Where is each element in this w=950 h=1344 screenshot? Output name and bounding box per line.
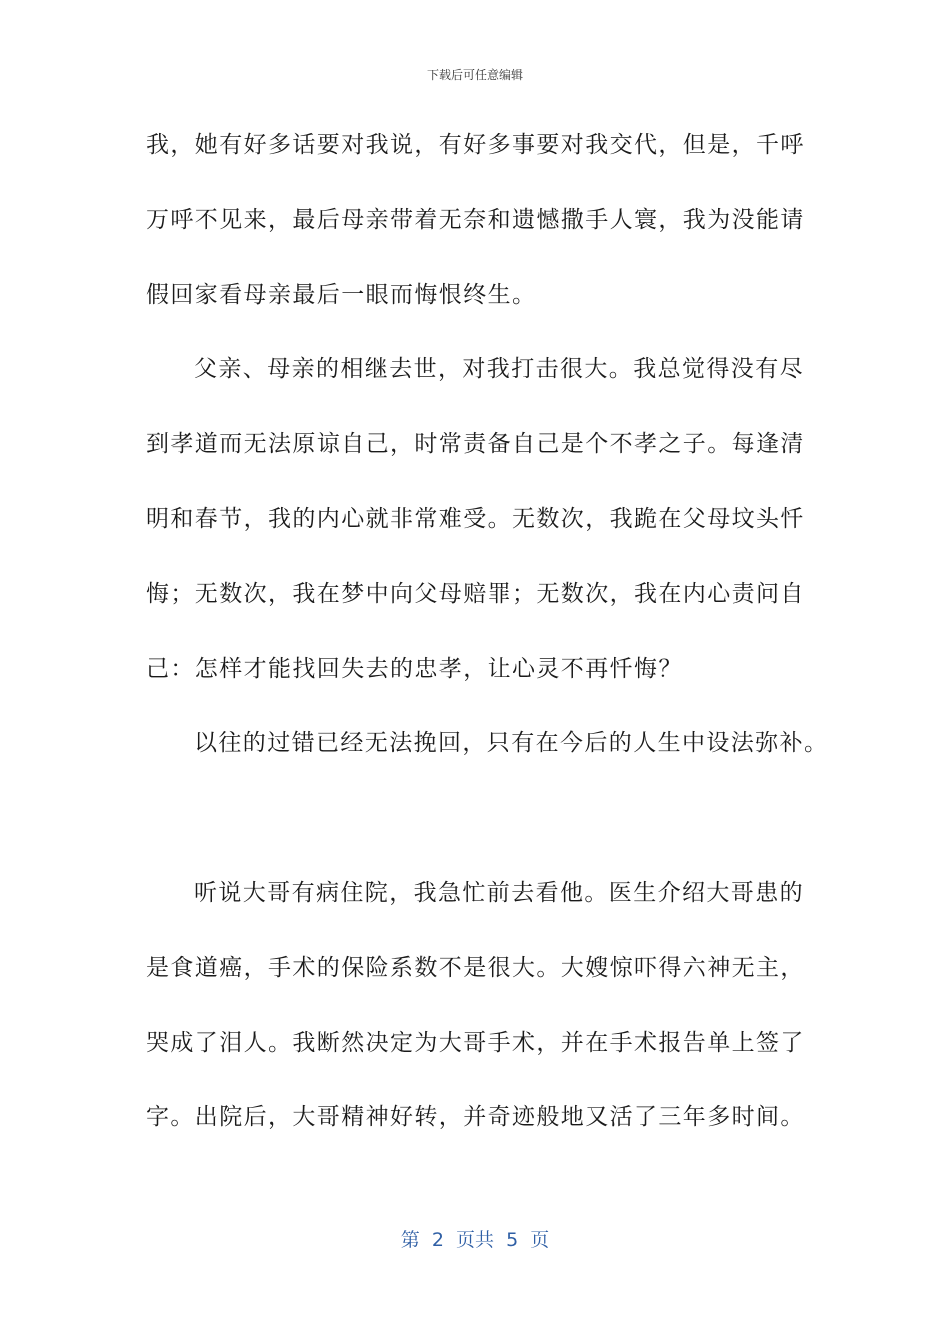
text-line: 明和春节，我的内心就非常难受。无数次，我跪在父母坟头忏 xyxy=(146,505,805,532)
text-line: 到孝道而无法原谅自己，时常责备自己是个不孝之子。每逢清 xyxy=(146,431,805,458)
text-line: 是食道癌，手术的保险系数不是很大。大嫂惊吓得六神无主， xyxy=(146,954,805,981)
text-line: 悔；无数次，我在梦中向父母赔罪；无数次，我在内心责问自 xyxy=(146,580,805,607)
page-header: 下载后可任意编辑 xyxy=(426,68,523,82)
document-body xyxy=(146,120,829,1167)
text-line: 听说大哥有病住院，我急忙前去看他。医生介绍大哥患的 xyxy=(194,879,804,906)
text-line: 假回家看母亲最后一眼而悔恨终生。 xyxy=(146,281,537,308)
text-line: 哭成了泪人。我断然决定为大哥手术，并在手术报告单上签了 xyxy=(146,1029,805,1056)
text-line: 我，她有好多话要对我说，有好多事要对我交代，但是，千呼 xyxy=(146,132,805,158)
text-line: 父亲、母亲的相继去世，对我打击很大。我总觉得没有尽 xyxy=(194,356,804,383)
text-line: 己：怎样才能找回失去的忠孝，让心灵不再忏悔？ xyxy=(146,655,683,682)
text-line: 万呼不见来，最后母亲带着无奈和遗憾撒手人寰，我为没能请 xyxy=(146,206,805,233)
text-line: 以往的过错已经无法挽回，只有在今后的人生中设法弥补。 xyxy=(194,730,829,757)
page-number: 第 2 页共 5 页 xyxy=(400,1229,550,1251)
text-line: 字。出院后，大哥精神好转，并奇迹般地又活了三年多时间。 xyxy=(146,1104,805,1131)
paragraph-gap xyxy=(146,793,806,868)
